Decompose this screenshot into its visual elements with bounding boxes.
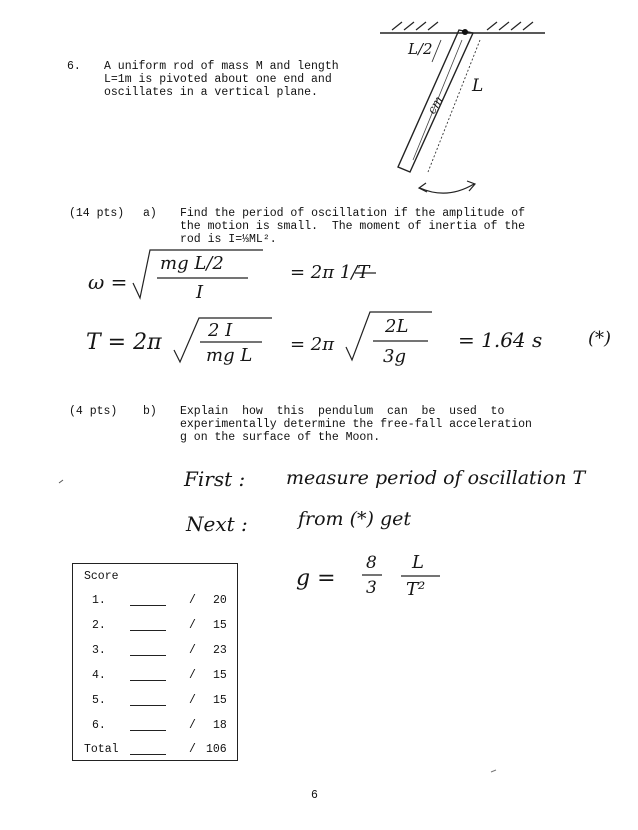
period-lhs: T = 2π (86, 330, 162, 355)
part-b-line-2: experimentally determine the free-fall acceleration (180, 418, 532, 431)
part-a-line-1: Find the period of oscillation if the amplitude of (180, 207, 526, 220)
score-blank[interactable] (130, 754, 166, 755)
answer-first-label: First : (184, 467, 246, 491)
part-b-line-1: Explain how this pendulum can be used to (180, 405, 505, 418)
part-a-line-3: rod is I=⅓ML². (180, 233, 277, 246)
formula-numerator-2: L (412, 552, 424, 573)
label-length: L (472, 76, 484, 96)
label-half-length: L/2 (408, 40, 433, 58)
score-blank[interactable] (130, 680, 166, 681)
score-row-label: 3. (92, 644, 106, 657)
part-a-line-2: the motion is small. The moment of inertia of the (180, 220, 526, 233)
formula-lhs: g = (296, 566, 336, 591)
problem-number: 6. (67, 60, 81, 73)
formula-denominator-2: T² (406, 579, 426, 600)
score-row: 4. / 15 (92, 669, 227, 682)
score-box (72, 563, 238, 761)
score-row-label: 2. (92, 619, 106, 632)
score-row-total: Total / 106 (84, 743, 227, 756)
part-a-letter: a) (143, 207, 157, 220)
score-blank[interactable] (130, 655, 166, 656)
score-row-label: 4. (92, 669, 106, 682)
answer-first-text: measure period of oscillation T (286, 467, 586, 489)
period-denominator-1: mg L (206, 345, 253, 366)
formula-denominator-1: 3 (366, 578, 377, 598)
score-row-label: 6. (92, 719, 106, 732)
omega-lhs: ω = (88, 270, 128, 294)
score-blank[interactable] (130, 630, 166, 631)
score-row-label: 5. (92, 694, 106, 707)
score-row-max: 15 (213, 669, 227, 682)
pivot-point (462, 29, 468, 35)
score-row-max: 18 (213, 719, 227, 732)
score-row: 2. / 15 (92, 619, 227, 632)
formula-numerator-1: 8 (366, 553, 377, 573)
score-blank[interactable] (130, 705, 166, 706)
period-denominator-2: 3g (383, 346, 406, 367)
problem-line-1: A uniform rod of mass M and length (104, 60, 339, 73)
omega-denominator: I (196, 282, 204, 303)
score-row-label: Total (84, 743, 119, 756)
omega-rhs: = 2π 1/T (290, 262, 370, 283)
part-b-points: (4 pts) (69, 405, 118, 418)
score-row: 1. / 20 (92, 594, 227, 607)
omega-numerator: mg L/2 (160, 253, 224, 274)
score-row-max: 106 (206, 743, 227, 756)
problem-line-2: L=1m is pivoted about one end and (104, 73, 332, 86)
page-number: 6 (311, 789, 318, 802)
part-b-formula (362, 575, 440, 576)
period-result: = 1.64 s (458, 328, 543, 352)
score-row-max: 23 (213, 644, 227, 657)
problem-line-3: oscillates in a vertical plane. (104, 86, 318, 99)
score-blank[interactable] (130, 605, 166, 606)
part-a-points: (14 pts) (69, 207, 125, 220)
score-row: 3. / 23 (92, 644, 227, 657)
score-title: Score (84, 570, 119, 583)
score-row-max: 15 (213, 694, 227, 707)
period-numerator-1: 2 I (208, 320, 233, 341)
score-row: 5. / 15 (92, 694, 227, 707)
part-b-line-3: g on the surface of the Moon. (180, 431, 381, 444)
period-mid: = 2π (290, 334, 335, 355)
score-row-label: 1. (92, 594, 106, 607)
period-marker: (*) (588, 328, 612, 349)
answer-next-text: from (*) get (298, 508, 412, 530)
score-blank[interactable] (130, 730, 166, 731)
score-row: 6. / 18 (92, 719, 227, 732)
answer-next-label: Next : (186, 512, 248, 536)
period-numerator-2: 2L (385, 316, 409, 337)
score-row-max: 15 (213, 619, 227, 632)
score-row-max: 20 (213, 594, 227, 607)
label-cm: cm (424, 93, 446, 117)
part-b-letter: b) (143, 405, 157, 418)
